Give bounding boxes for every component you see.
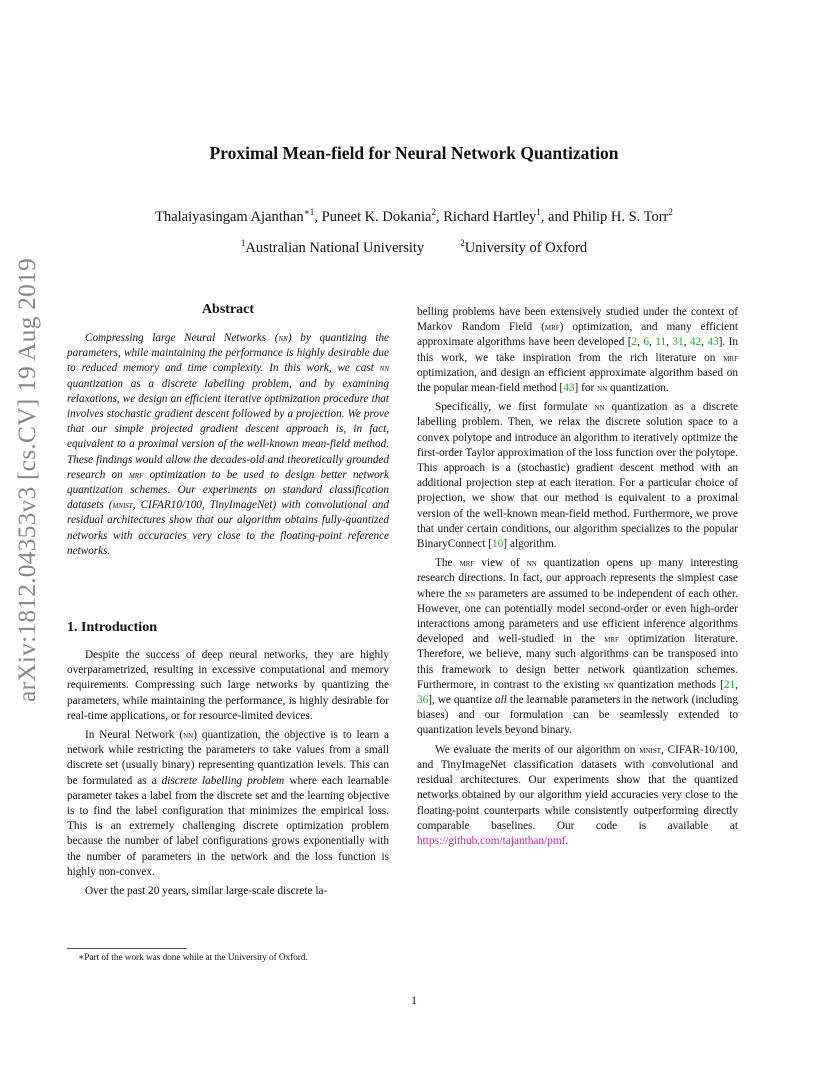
author-list: Thalaiyasingam Ajanthan$^{∗1}$, Puneet K. Dokania$^2$, Richard Hartley$^1$, and Philip H. S. Torr$^2$ (155, 207, 673, 225)
author-name: Thalaiyasingam Ajanthan (155, 209, 304, 225)
footnote: ∗Part of the work was done while at the University of Oxford. (78, 952, 308, 962)
paper-title: Proximal Mean-field for Neural Network Quantization (209, 143, 619, 163)
affiliation-name: Australian National University (245, 240, 425, 256)
page-number: 1 (411, 993, 417, 1007)
section-heading-introduction: 1. Introduction (67, 620, 157, 635)
author-affiliation-mark: 1 (536, 207, 541, 218)
affiliation-mark: 2 (460, 238, 465, 249)
affiliation-list (0, 240, 828, 257)
right-column-body: belling problems have been extensively studied under the context of Markov Random Field (mrf) optimization, and many efficient approximate algorithms have been developed [2, 6, 11, 31, 42, 43]. In this work, we take inspiration from the rich literature on mrf optimization, and design an efficient approximate algorithm based on the popular mean-field method [43] for nn quantization. Specifically, we first formulate nn quantization as a discrete labelling problem. Then, we relax the discrete solution space to a convex polytope and introduce an algorithm to iteratively optimize the first-order Taylor approximation of the loss function over the polytope. This approach is a (stochastic) gradient descent method with an additional projection step at each iteration. For a particular choice of projection, we show that our method is equivalent to a proximal version of the well-known mean-field method. Furthermore, we prove that under certain conditions, our algorithm specializes to the popular BinaryConnect [10] algorithm. The mrf view of nn quantization opens up many interesting research directions. In fact, our approach represents the simplest case where the nn parameters are assumed to be independent of each other. However, one can potentially model second-order or even high-order interactions among parameters and use efficient inference algorithms developed and well-studied in the mrf optimization literature. Therefore, we believe, many such algorithms can be transposed into this framework to design better network quantization schemes. Furthermore, in contrast to the existing nn quantization methods [21, 36], we quantize all the learnable parameters in the network (including biases) and our formulation can be seamlessly extended to quantization levels beyond binary. We evaluate the merits of our algorithm on mnist, CIFAR-10/100, and TinyImageNet classification datasets with convolutional and residual architectures. Our experiments show that the quantized networks obtained by our algorithm yield accuracies very close to the floating-point counterparts while consistently outperforming directly comparable baselines. Our code is available at https://github.com/tajanthan/pmf. (417, 306, 739, 847)
abstract-body: Compressing large Neural Networks (nn) by quantizing the parameters, while maintaining the performance is highly desirable due to reduced memory and time complexity. In this work, we cast nn quantization as a discrete labelling problem, and by examining relaxations, we design an efficient iterative optimization procedure that involves stochastic gradient descent followed by a projection. We prove that our simple projected gradient descent approach is, in fact, equivalent to a proximal version of the well-known mean-field method. These findings would allow the decades-old and theoretically grounded research on mrf optimization to be used to design better network quantization schemes. Our experiments on standard classification datasets (mnist, CIFAR10/100, TinyImageNet) with convolutional and residual architectures show that our algorithm obtains fully-quantized networks with accuracies very close to the floating-point reference networks. (67, 332, 390, 557)
author-affiliation-mark: ∗1 (303, 207, 315, 218)
arxiv-identifier-stamp: arXiv:1812.04353v3 [cs.CV] 19 Aug 2019 (12, 258, 41, 702)
author-name: Puneet K. Dokania (321, 209, 432, 225)
affiliation-name: University of Oxford (464, 240, 588, 256)
introduction-body: Despite the success of deep neural networks, they are highly overparametrized, resulting in excessive computational and memory requirements. Compressing such large networks by quantizing the parameters, while maintaining the performance, is highly desirable for real-time applications, or for resource-limited devices. In Neural Network (nn) quantization, the objective is to learn a network while restricting the parameters to take values from a small discrete set (usually binary) representing quantization levels. This can be formulated as a discrete labelling problem where each learnable parameter takes a label from the discrete set and the learning objective is to find the label configuration that minimizes the empirical loss. This is an extremely challenging discrete optimization problem because the number of label configurations grows exponentially with the number of parameters in the network and the loss function is highly non-convex. Over the past 20 years, similar large-scale discrete la- (67, 649, 389, 898)
author-affiliation-mark: 2 (668, 207, 673, 218)
footnote-rule (67, 948, 187, 949)
author-affiliation-mark: 2 (431, 207, 436, 218)
abstract-heading: Abstract (201, 302, 255, 317)
author-name: Philip H. S. Torr (572, 209, 669, 225)
code-repository-link[interactable]: https://github.com/tajanthan/pmf (417, 834, 566, 847)
affiliation-mark: 1 (240, 238, 246, 249)
author-name: Richard Hartley (443, 209, 537, 225)
